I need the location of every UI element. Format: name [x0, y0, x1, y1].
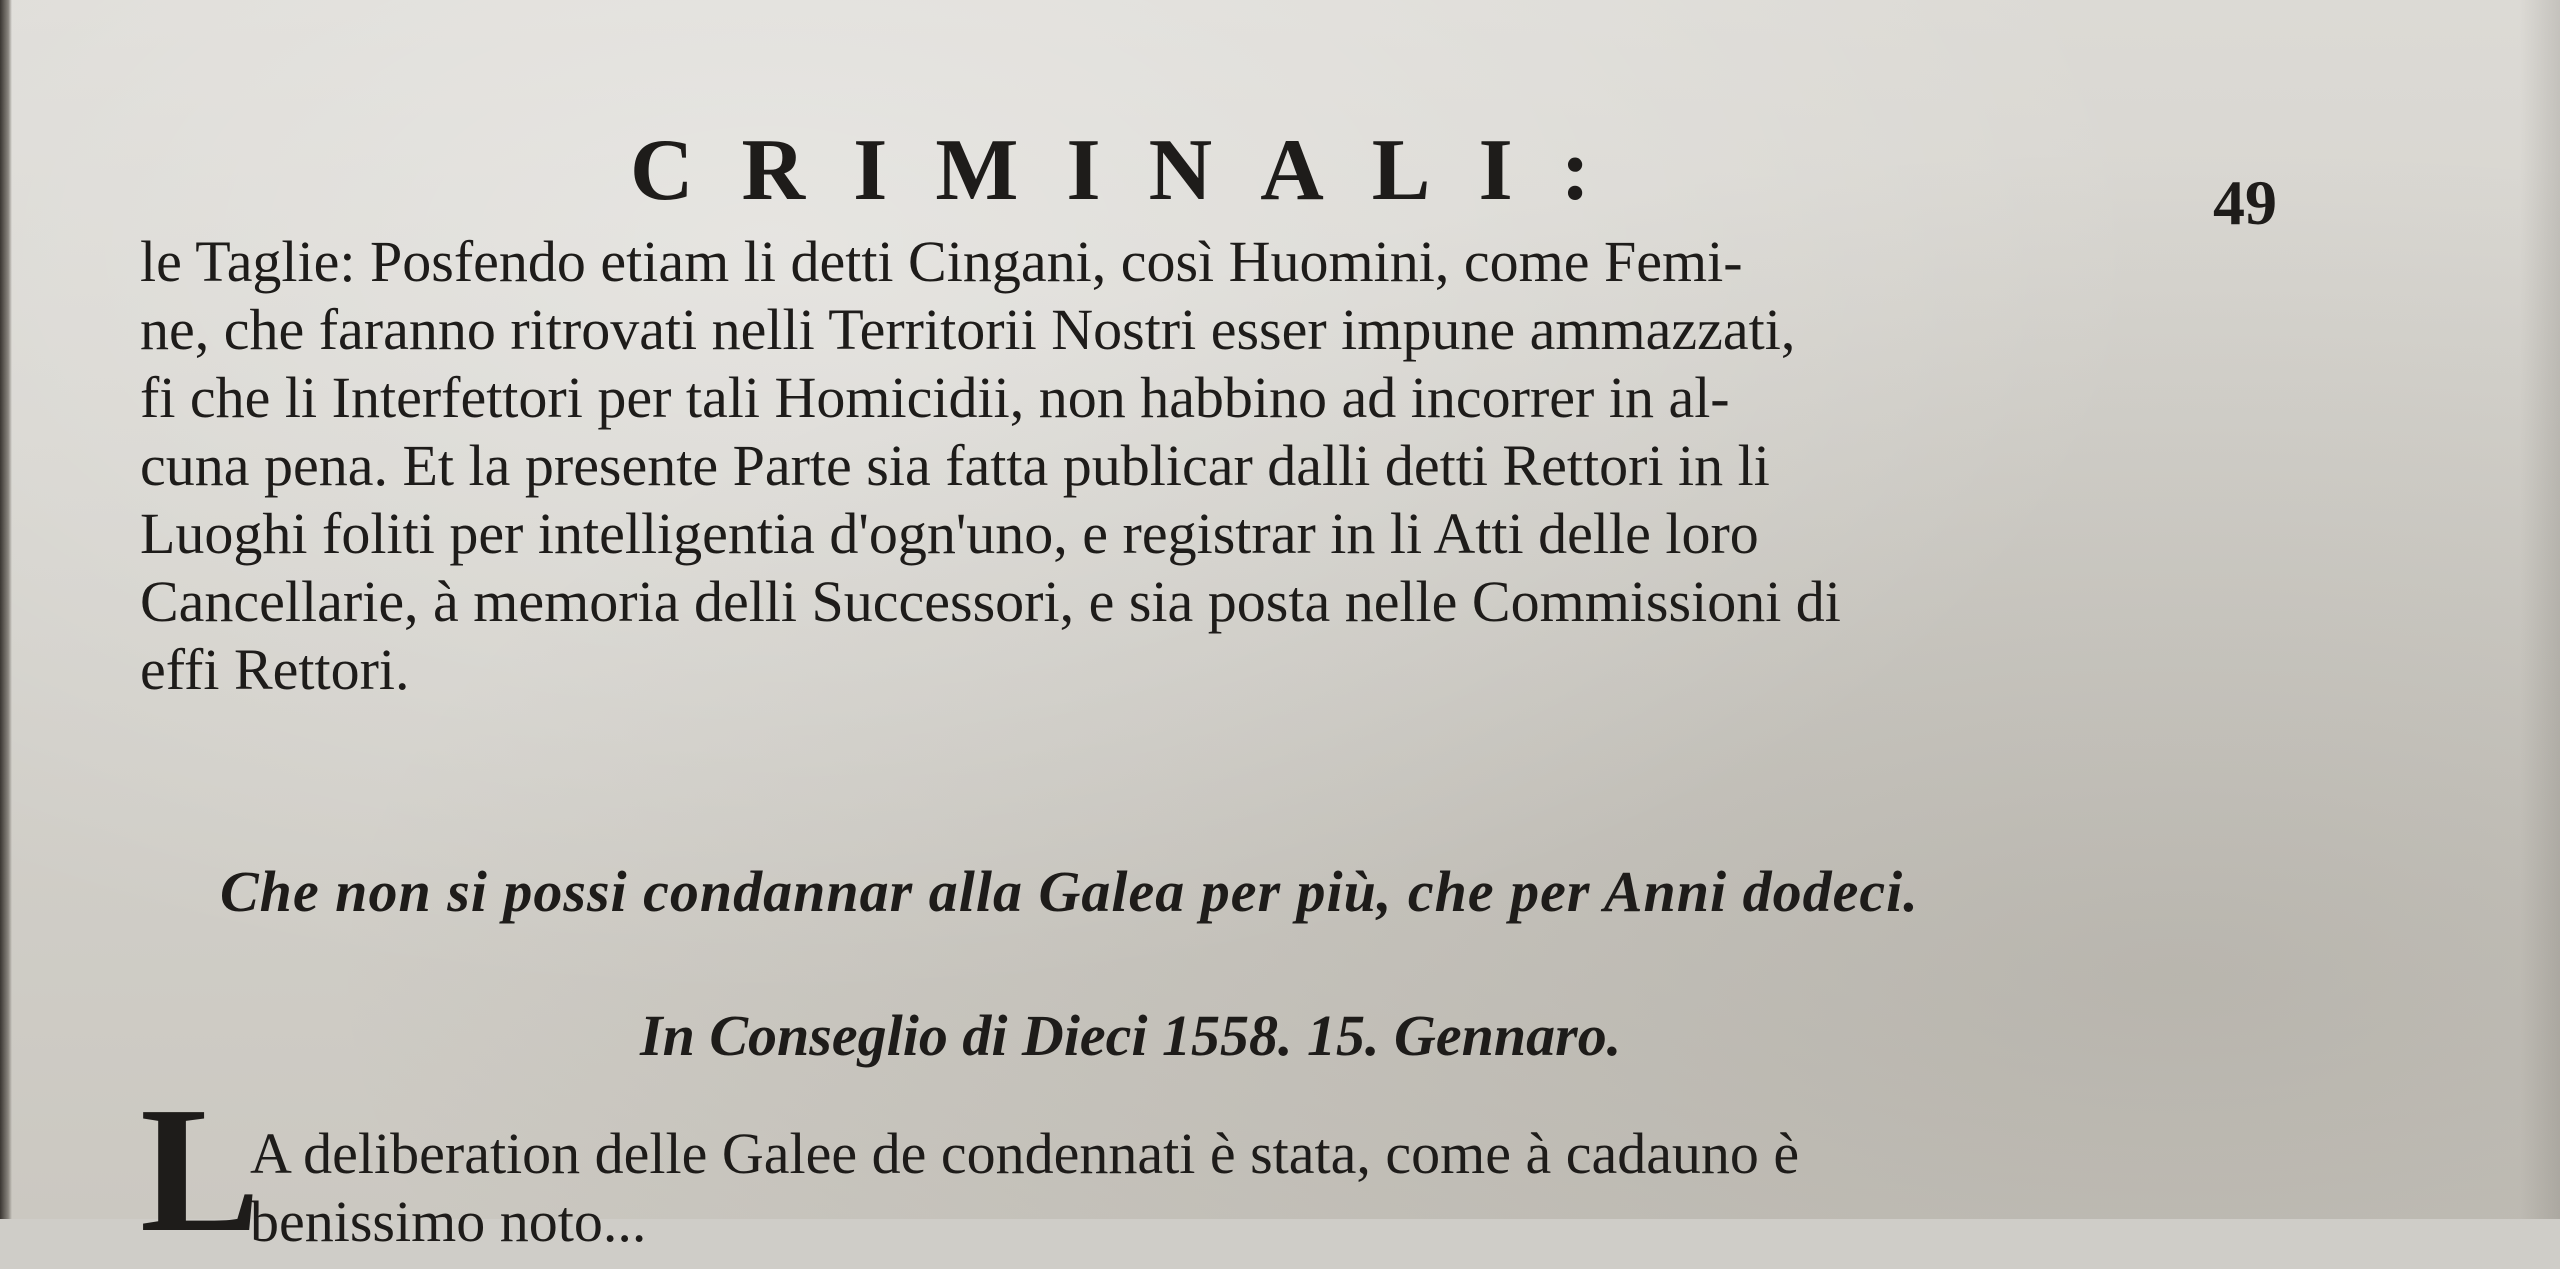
decree-paragraph: A deliberation delle Galee de condennati è stata, come à cadauno è benissimo noto...	[250, 1121, 1800, 1254]
drop-cap: L	[140, 1070, 261, 1269]
dateline: In Conseglio di Dieci 1558. 15. Gennaro.	[640, 1003, 1622, 1068]
binding-edge	[0, 0, 12, 1219]
page-curl	[2520, 0, 2560, 1219]
section-title: Che non si possi condannar alla Galea per più, che per Anni dodeci.	[220, 859, 1919, 924]
running-head: CRIMINALI:	[630, 122, 1638, 219]
page-number: 49	[2213, 167, 2277, 238]
body-paragraph: le Taglie: Posfendo etiam li detti Cingani, così Huomini, come Femi- ne, che faranno ritrovati nelli Territorii Nostri esser impune ammazzati, fi che li Interfettori per tali Homicidii, non habbino ad incorrer in al- cuna pena. Et la presente Parte sia fatta publicar dalli detti Rettori in li Luoghi foliti per intelligentia d'ogn'uno, e registrar in li Atti delle loro Cancellarie, à memoria delli Successori, e sia posta nelle Commissioni di effi Rettori.	[140, 229, 1841, 702]
